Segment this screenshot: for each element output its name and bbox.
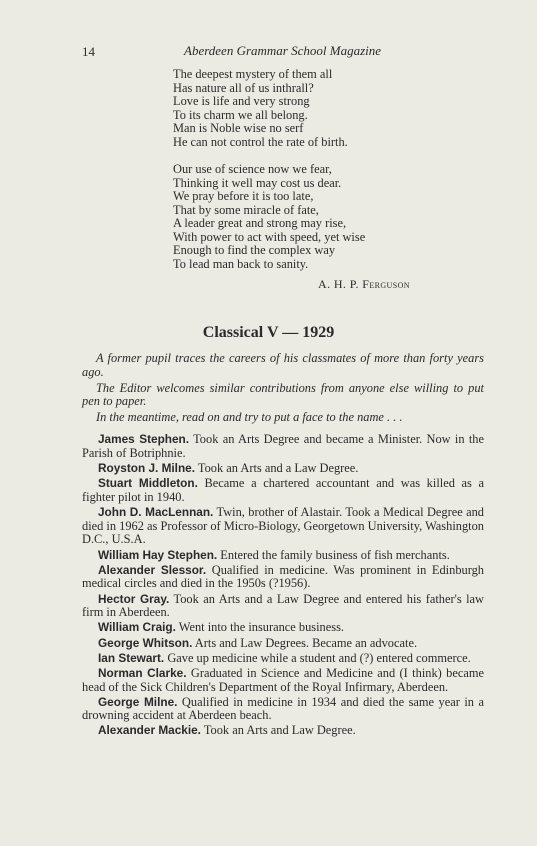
classmate-text: Qualified in medicine. Was prominent in Edinburgh medical circles and died in the 1950s (?1956). [82,562,485,591]
poem-line: A leader great and strong may rise, [173,216,347,230]
classmate-text: Graduated in Science and Medicine and (I think) became head of the Sick Children's Department of the Royal Infirmary, Aberdeen. [82,665,484,694]
classmate-text: Took an Arts and a Law Degree and entered his father's law firm in Aberdeen. [82,591,484,620]
classmate-entry [82,593,484,621]
poem-line: Love is life and very strong [173,94,310,108]
classmate-text: Became a chartered accountant and was killed as a fighter pilot in 1940. [82,475,484,504]
classmate-entry [82,549,484,563]
classmate-name: William Hay Stephen. [98,547,218,562]
classmate-entry [82,433,484,461]
poem-stanza-2 [173,163,365,271]
intro-paragraph: In the meantime, read on and try to put a face to the name . . . [96,410,403,425]
intro-paragraph: A former pupil traces the careers of his classmates of more than forty years ago. [82,351,484,379]
poem-line: We pray before it is too late, [173,189,314,203]
classmate-text: Twin, brother of Alastair. Took a Medical Degree and died in 1962 as Professor of Micro-Biology, Georgetown University, Washington D.C., U.S.A. [82,504,485,547]
poem-line: Thinking it well may cost us dear. [173,175,342,190]
classmate-name: William Craig. [98,620,176,635]
article-intro [82,352,484,425]
classmate-entry [82,696,484,724]
classmate-entry [82,621,484,635]
poem-line: To lead man back to sanity. [173,256,309,271]
classmate-text: Entered the family business of fish merchants. [217,547,450,562]
page-number: 14 [82,44,95,59]
poem-line: He can not control the rate of birth. [173,134,348,149]
classmate-text: Went into the insurance business. [175,620,344,635]
classmate-entry [82,477,484,505]
poem-author: A. H. P. Ferguson [318,277,410,291]
classmate-name: Alexander Mackie. [98,723,201,738]
classmate-entry [82,564,484,592]
classmate-name: Royston J. Milne. [98,460,196,475]
classmate-name: George Whitson. [98,635,193,650]
classmate-text: Took an Arts and a Law Degree. [195,460,359,475]
classmate-name: Hector Gray. [98,591,170,606]
poem-line: Has nature all of us inthrall? [173,80,314,95]
poem-line: To its charm we all belong. [173,107,308,122]
article-body [82,352,484,740]
classmate-text: Took an Arts Degree and became a Minister. Now in the Parish of Botriphnie. [82,431,484,460]
classmate-text: Took an Arts and Law Degree. [200,723,356,738]
classmate-text: Gave up medicine while a student and (?) entered commerce. [164,650,471,665]
poem-line: Our use of science now we fear, [173,162,332,176]
classmate-entry [82,667,484,695]
classmate-entry [82,506,484,547]
classmate-entry [82,652,484,666]
classmate-text: Qualified in medicine in 1934 and died the same year in a drowning accident at Aberdeen beach. [82,694,484,723]
poem-stanza-1 [173,68,348,149]
classmate-entry [82,724,484,738]
classmate-name: James Stephen. [98,431,190,446]
classmate-text: Arts and Law Degrees. Became an advocate. [192,635,418,650]
classmate-name: John D. MacLennan. [98,504,214,519]
article-title: Classical V — 1929 [202,324,335,341]
poem-line: Man is Noble wise no serf [173,121,304,135]
poem-line: That by some miracle of fate, [173,202,319,217]
classmate-name: Stuart Middleton. [98,475,198,490]
classmate-name: Ian Stewart. [98,650,165,665]
poem-line: With power to act with speed, yet wise [173,229,366,244]
classmate-name: George Milne. [98,694,178,709]
classmate-entry [82,637,484,651]
classmate-name: Alexander Slessor. [98,562,207,577]
running-title: Aberdeen Grammar School Magazine [184,43,382,58]
poem-line: Enough to find the complex way [173,243,336,257]
classmate-list [82,433,484,738]
classmate-entry [82,462,484,476]
poem-line: The deepest mystery of them all [173,67,333,81]
intro-paragraph: The Editor welcomes similar contributions from anyone else willing to put pen to paper. [82,380,484,409]
classmate-name: Norman Clarke. [98,665,187,680]
